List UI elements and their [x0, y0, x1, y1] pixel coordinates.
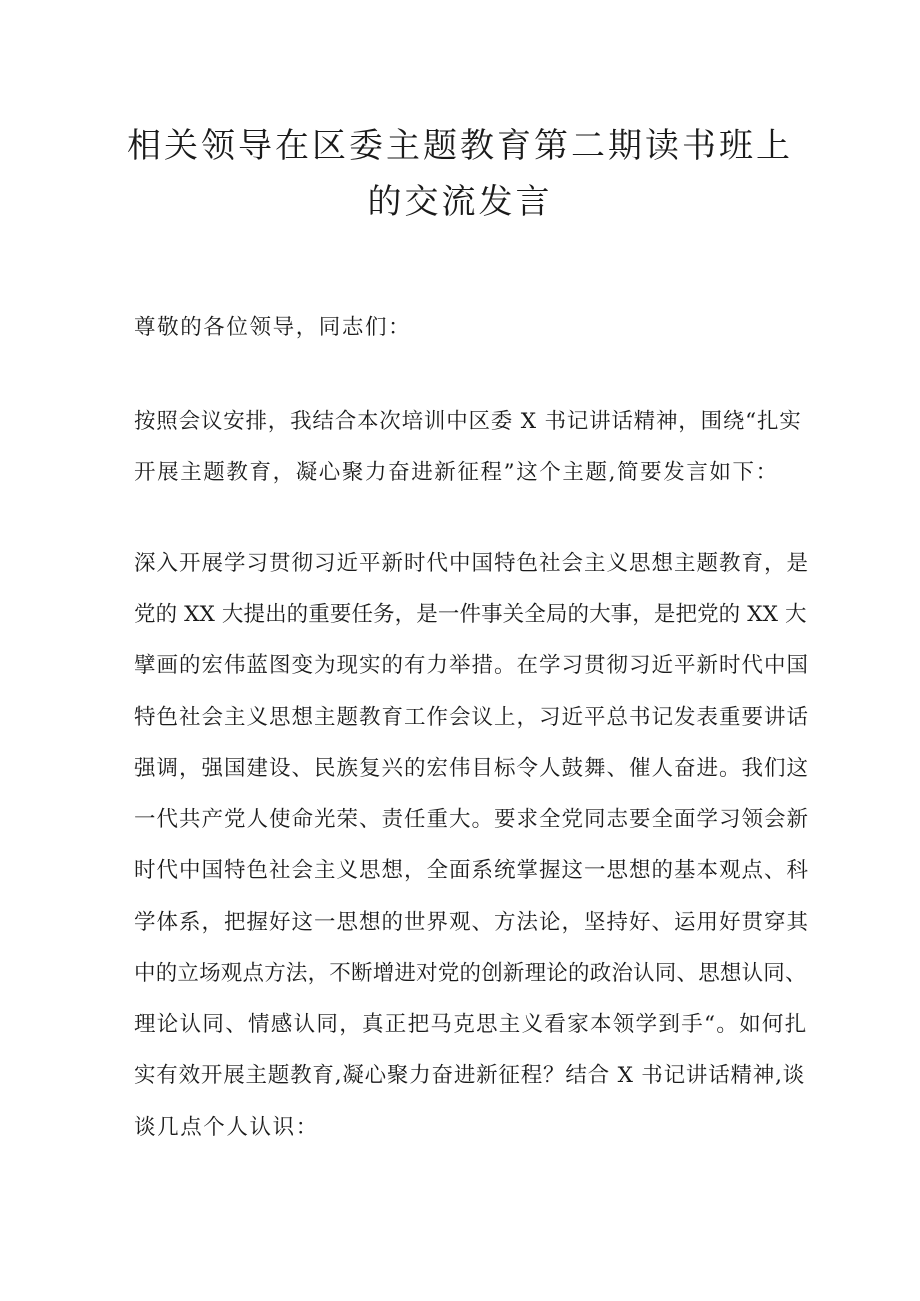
document-title-line-2: 的交流发言 — [367, 182, 553, 222]
paragraph-2-line-11: 实有效开展主题教育,凝心聚力奋进新征程？结合 X 书记讲话精神,谈 — [134, 1063, 806, 1088]
paragraph-2-line-8: 学体系，把握好这一思想的世界观、方法论，坚持好、运用好贯穿其 — [134, 910, 810, 935]
paragraph-2-line-12: 谈几点个人认识： — [134, 1115, 319, 1140]
paragraph-1-line-2: 开展主题教育，凝心聚力奋进新征程”这个主题,简要发言如下： — [134, 460, 779, 485]
paragraph-1-line-1: 按照会议安排，我结合本次培训中区委 X 书记讲话精神，围绕“扎实 — [134, 409, 802, 434]
paragraph-2-line-4: 特色社会主义思想主题教育工作会议上，习近平总书记发表重要讲话 — [134, 705, 810, 730]
paragraph-2-line-3: 擘画的宏伟蓝图变为现实的有力举措。在学习贯彻习近平新时代中国 — [134, 653, 810, 678]
salutation: 尊敬的各位领导，同志们： — [134, 315, 412, 340]
paragraph-2-line-10: 理论认同、情感认同，真正把马克思主义看家本领学到手“。如何扎 — [134, 1012, 808, 1037]
document-title-line-1: 相关领导在区委主题教育第二期读书班上 — [127, 126, 793, 166]
paragraph-2-line-5: 强调，强国建设、民族复兴的宏伟目标令人鼓舞、催人奋进。我们这 — [134, 756, 810, 781]
paragraph-2-line-6: 一代共产党人使命光荣、责任重大。要求全党同志要全面学习领会新 — [134, 807, 810, 832]
paragraph-2-line-9: 中的立场观点方法，不断增进对党的创新理论的政治认同、思想认同、 — [134, 961, 807, 986]
paragraph-2-line-2: 党的 XX 大提出的重要任务，是一件事关全局的大事，是把党的 XX 大 — [134, 602, 807, 627]
paragraph-2-line-1: 深入开展学习贯彻习近平新时代中国特色社会主义思想主题教育，是 — [134, 551, 810, 576]
paragraph-2-line-7: 时代中国特色社会主义思想，全面系统掌握这一思想的基本观点、科 — [134, 858, 810, 883]
